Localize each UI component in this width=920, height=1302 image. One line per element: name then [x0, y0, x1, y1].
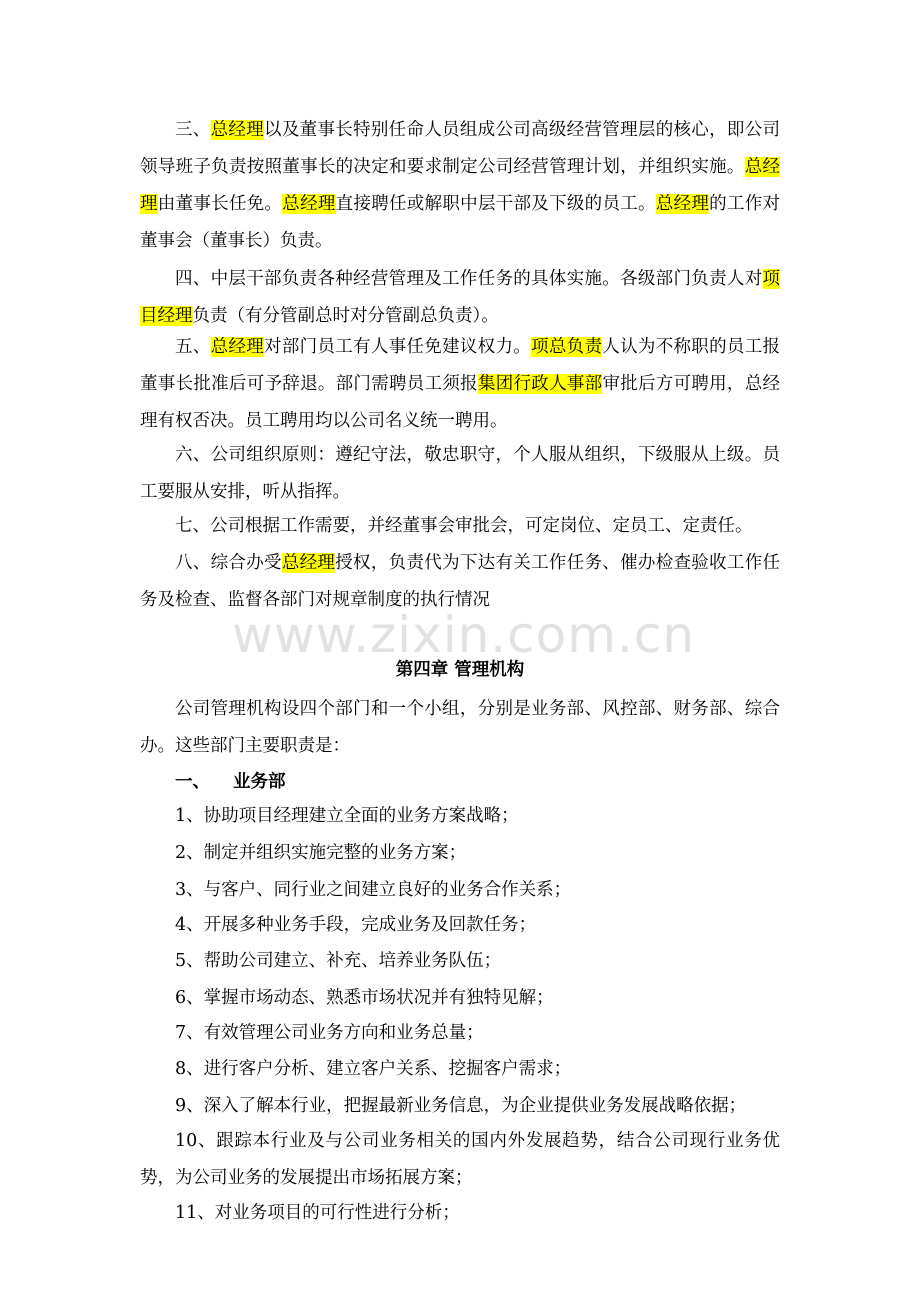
text: 授权，负责代为下达有关工作任务、催办检查验收工作任务及检查、监督各部门对规章制度的执行情况 [140, 553, 781, 610]
list-item: 11、对业务项目的可行性进行分析； [175, 1203, 460, 1223]
section-number: 一、 [175, 772, 210, 792]
highlight: 总经理 [210, 120, 265, 140]
text: 人认为不称职的员工报董事长批准后可予辞退。部门需聘员工须报 [140, 337, 781, 394]
highlight: 总经理 [282, 194, 336, 214]
text: 由董事长任免。 [157, 194, 283, 214]
list-item: 10、跟踪本行业及与公司业务相关的国内外发展趋势，结合公司现行业务优势，为公司业务的发展提出市场拓展方案； [140, 1131, 780, 1188]
text: 四、中层干部负责各种经营管理及工作任务的具体实施。各级部门负责人对 [175, 269, 763, 289]
section-heading [175, 768, 286, 793]
list-item: 3、与客户、同行业之间建立良好的业务合作关系； [175, 880, 572, 900]
text: 直接聘任或解职中层干部及下级的员工。 [335, 194, 656, 214]
chapter-intro: 公司管理机构设四个部门和一个小组，分别是业务部、风控部、财务部、综合办。这些部门主要职责是： [140, 699, 780, 756]
section-title: 业务部 [233, 772, 286, 792]
list-item: 6、掌握市场动态、熟悉市场状况并有独特见解； [175, 988, 554, 1008]
highlight: 总经理 [140, 157, 781, 214]
list-item: 2、制定并组织实施完整的业务方案； [175, 843, 467, 863]
highlight: 项目经理 [140, 269, 780, 326]
text: 以及董事长特别任命人员组成公司高级经营管理层的核心，即公司领导班子负责按照董事长的决定和要求制定公司经营管理计划，并组织实施。 [140, 120, 781, 177]
list-item: 5、帮助公司建立、补充、培养业务队伍； [175, 951, 502, 971]
text: 负责（有分管副总时对分管副总负责）。 [192, 306, 499, 326]
list-item: 7、有效管理公司业务方向和业务总量； [175, 1023, 484, 1043]
highlight: 总经理 [210, 337, 265, 357]
text: 的工作对董事会（董事长）负责。 [140, 194, 781, 251]
paragraph-4 [140, 261, 780, 335]
highlight: 总经理 [281, 553, 336, 573]
highlight: 项总负责 [531, 337, 603, 357]
highlight: 总经理 [655, 194, 710, 214]
list-item: 1、协助项目经理建立全面的业务方案战略； [175, 806, 519, 826]
text: 三、 [175, 120, 211, 140]
list-item: 9、深入了解本行业，把握最新业务信息，为企业提供业务发展战略依据； [175, 1096, 747, 1116]
list-item: 8、进行客户分析、建立客户关系、挖掘客户需求； [175, 1059, 572, 1079]
paragraph-3 [140, 112, 780, 260]
text: 审批后方可聘用，总经理有权否决。员工聘用均以公司名义统一聘用。 [140, 374, 781, 431]
paragraph-6: 六、公司组织原则：遵纪守法，敬忠职守，个人服从组织，下级服从上级。员工要服从安排，听从指挥。 [140, 445, 780, 502]
text: 对部门员工有人事任免建议权力。 [264, 337, 532, 357]
watermark: www.zixin.com.cn [232, 606, 696, 664]
paragraph-5 [140, 329, 780, 440]
chapter-title: 第四章 管理机构 [395, 660, 525, 680]
text: 八、综合办受 [175, 553, 282, 573]
highlight: 集团行政人事部 [477, 374, 603, 394]
paragraph-7: 七、公司根据工作需要，并经董事会审批会，可定岗位、定员工、定责任。 [175, 516, 753, 536]
list-item: 4、开展多种业务手段，完成业务及回款任务； [175, 915, 537, 935]
text: 五、 [175, 337, 211, 357]
